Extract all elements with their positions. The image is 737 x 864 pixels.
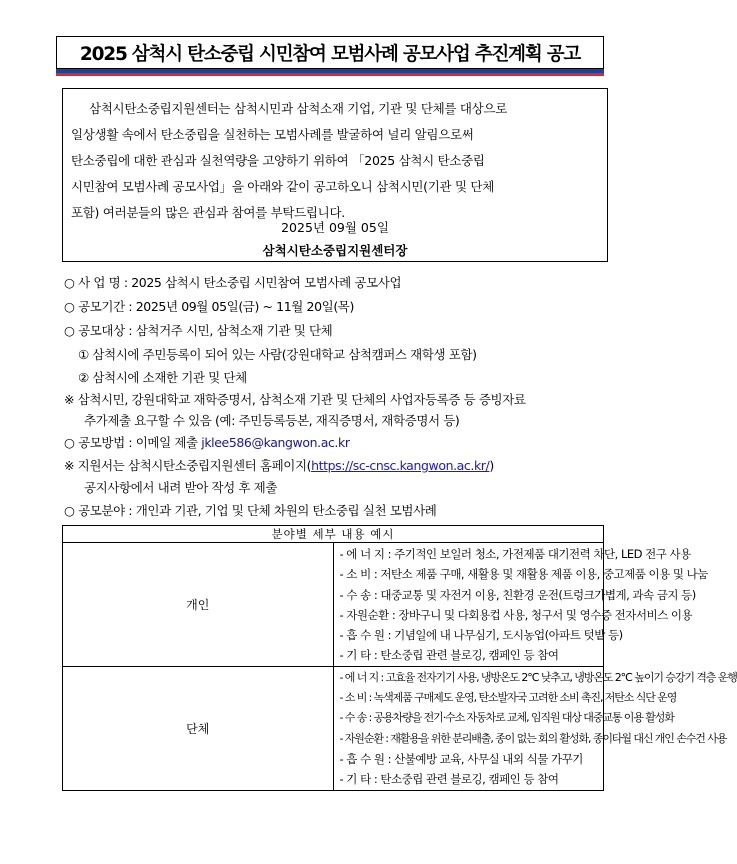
table-header-row [63,526,604,543]
notice-organization: 삼척시탄소중립지원센터장 [262,243,408,258]
notice-line: 일상생활 속에서 탄소중립을 실천하는 모범사례를 발굴하여 널리 알림으로써 [71,127,474,142]
list-item: - 소 비 : 저탄소 제품 구매, 새활용 및 재활용 제품 이용, 중고제품 이용 및 나눔 [339,567,708,582]
method [64,433,350,451]
table-row [63,543,604,667]
business-name: ○ 사 업 명 : 2025 삼척시 탄소중립 시민참여 모범사례 공모사업 [64,275,402,290]
note-evidence: ※ 삼척시민, 강원대학교 재학증명서, 삼척소재 기관 및 단체의 사업자등록증 등 증빙자료 [64,392,526,407]
page-title: 2025 삼척시 탄소중립 시민참여 모범사례 공모사업 추진계획 공고 [79,43,581,65]
target-sub-2: ② 삼척시에 소재한 기관 및 단체 [78,370,247,385]
title-banner [56,36,604,80]
notice-date: 2025년 09월 05일 [281,220,389,235]
notice-body [71,96,601,226]
title-box [56,36,604,69]
notice-line: 포함) 여러분들의 많은 관심과 참여를 부탁드립니다. [71,205,345,220]
note-application-suffix: ) [489,458,494,473]
method-email-link[interactable]: jklee586@kangwon.ac.kr [201,435,350,450]
target-sub-1: ① 삼척시에 주민등록이 되어 있는 사람(강원대학교 삼척캠퍼스 재학생 포함) [78,347,477,362]
homepage-link[interactable]: https://sc-cnsc.kangwon.ac.kr/ [311,458,490,473]
note-application [64,456,494,474]
list-item: - 소 비 : 녹색제품 구매제도 운영, 탄소발자국 고려한 소비 촉진, 저탄소 식단 운영 [339,691,677,705]
list-item: - 흡 수 원 : 기념일에 내 나무심기, 도시농업(아파트 텃밭 등) [339,628,623,643]
table-header: 분야별 세부 내용 예시 [63,526,604,543]
list-item: - 기 타 : 탄소중립 관련 블로깅, 캠페인 등 참여 [339,772,559,787]
list-item: - 자원순환 : 재활용을 위한 분리배출, 종이 없는 회의 활성화, 종이타월 대신 개인 손수건 사용 [339,731,727,745]
category-items [333,666,737,790]
list-item: - 흡 수 원 : 산불예방 교육, 사무실 내외 식물 가꾸기 [339,751,583,766]
list-item: - 기 타 : 탄소중립 관련 블로깅, 캠페인 등 참여 [339,648,559,663]
note-application-cont: 공지사항에서 내려 받아 작성 후 제출 [84,480,277,495]
notice-line: 시민참여 모범사례 공모사업」을 아래와 같이 공고하오니 삼척시민(기관 및 단체 [71,179,494,194]
category-organization: 단체 [63,666,334,790]
title-underline-red [56,73,604,76]
note-evidence-cont: 추가제출 요구할 수 있음 (예: 주민등록등본, 재직증명서, 재학증명서 등) [84,413,460,428]
period: ○ 공모기간 : 2025년 09월 05일(금) ~ 11월 20일(목) [64,299,354,314]
list-item: - 에 너 지 : 주기적인 보일러 청소, 가전제품 대기전력 차단, LED 전구 사용 [339,547,691,561]
list-item: - 수 송 : 공용차량을 전기·수소 자동차로 교체, 임직원 대상 대중교통 이용 활성화 [339,711,674,725]
detail-table [62,525,737,791]
note-application-prefix: ※ 지원서는 삼척시탄소중립지원센터 홈페이지( [64,458,312,473]
notice-line: 탄소중립에 대한 관심과 실천역량을 고양하기 위하여 「2025 삼척시 탄소중립 [71,153,485,168]
table-row [63,666,604,790]
list-item: - 자원순환 : 장바구니 및 다회용컵 사용, 청구서 및 영수증 전자서비스 이용 [339,607,693,622]
notice-line: 삼척시탄소중립지원센터는 삼척시민과 삼척소재 기업, 기관 및 단체를 대상으로 [89,101,507,116]
list-item: - 수 송 : 대중교통 및 자전거 이용, 친환경 운전(트렁크가볍게, 과속 금지 등) [339,587,696,602]
field: ○ 공모분야 : 개인과 기관, 기업 및 단체 차원의 탄소중립 실천 모범사례 [64,503,437,518]
target: ○ 공모대상 : 삼척거주 시민, 삼척소재 기관 및 단체 [64,323,333,338]
category-items [333,543,708,667]
category-individual: 개인 [63,543,334,667]
notice-box [62,88,608,262]
method-label: ○ 공모방법 : 이메일 제출 [64,435,202,450]
list-item: - 에 너 지 : 고효율 전자기기 사용, 냉방온도 2℃ 낮추고, 냉방온도 2℃ 높이기 승강기 격층 운행 [339,670,737,684]
